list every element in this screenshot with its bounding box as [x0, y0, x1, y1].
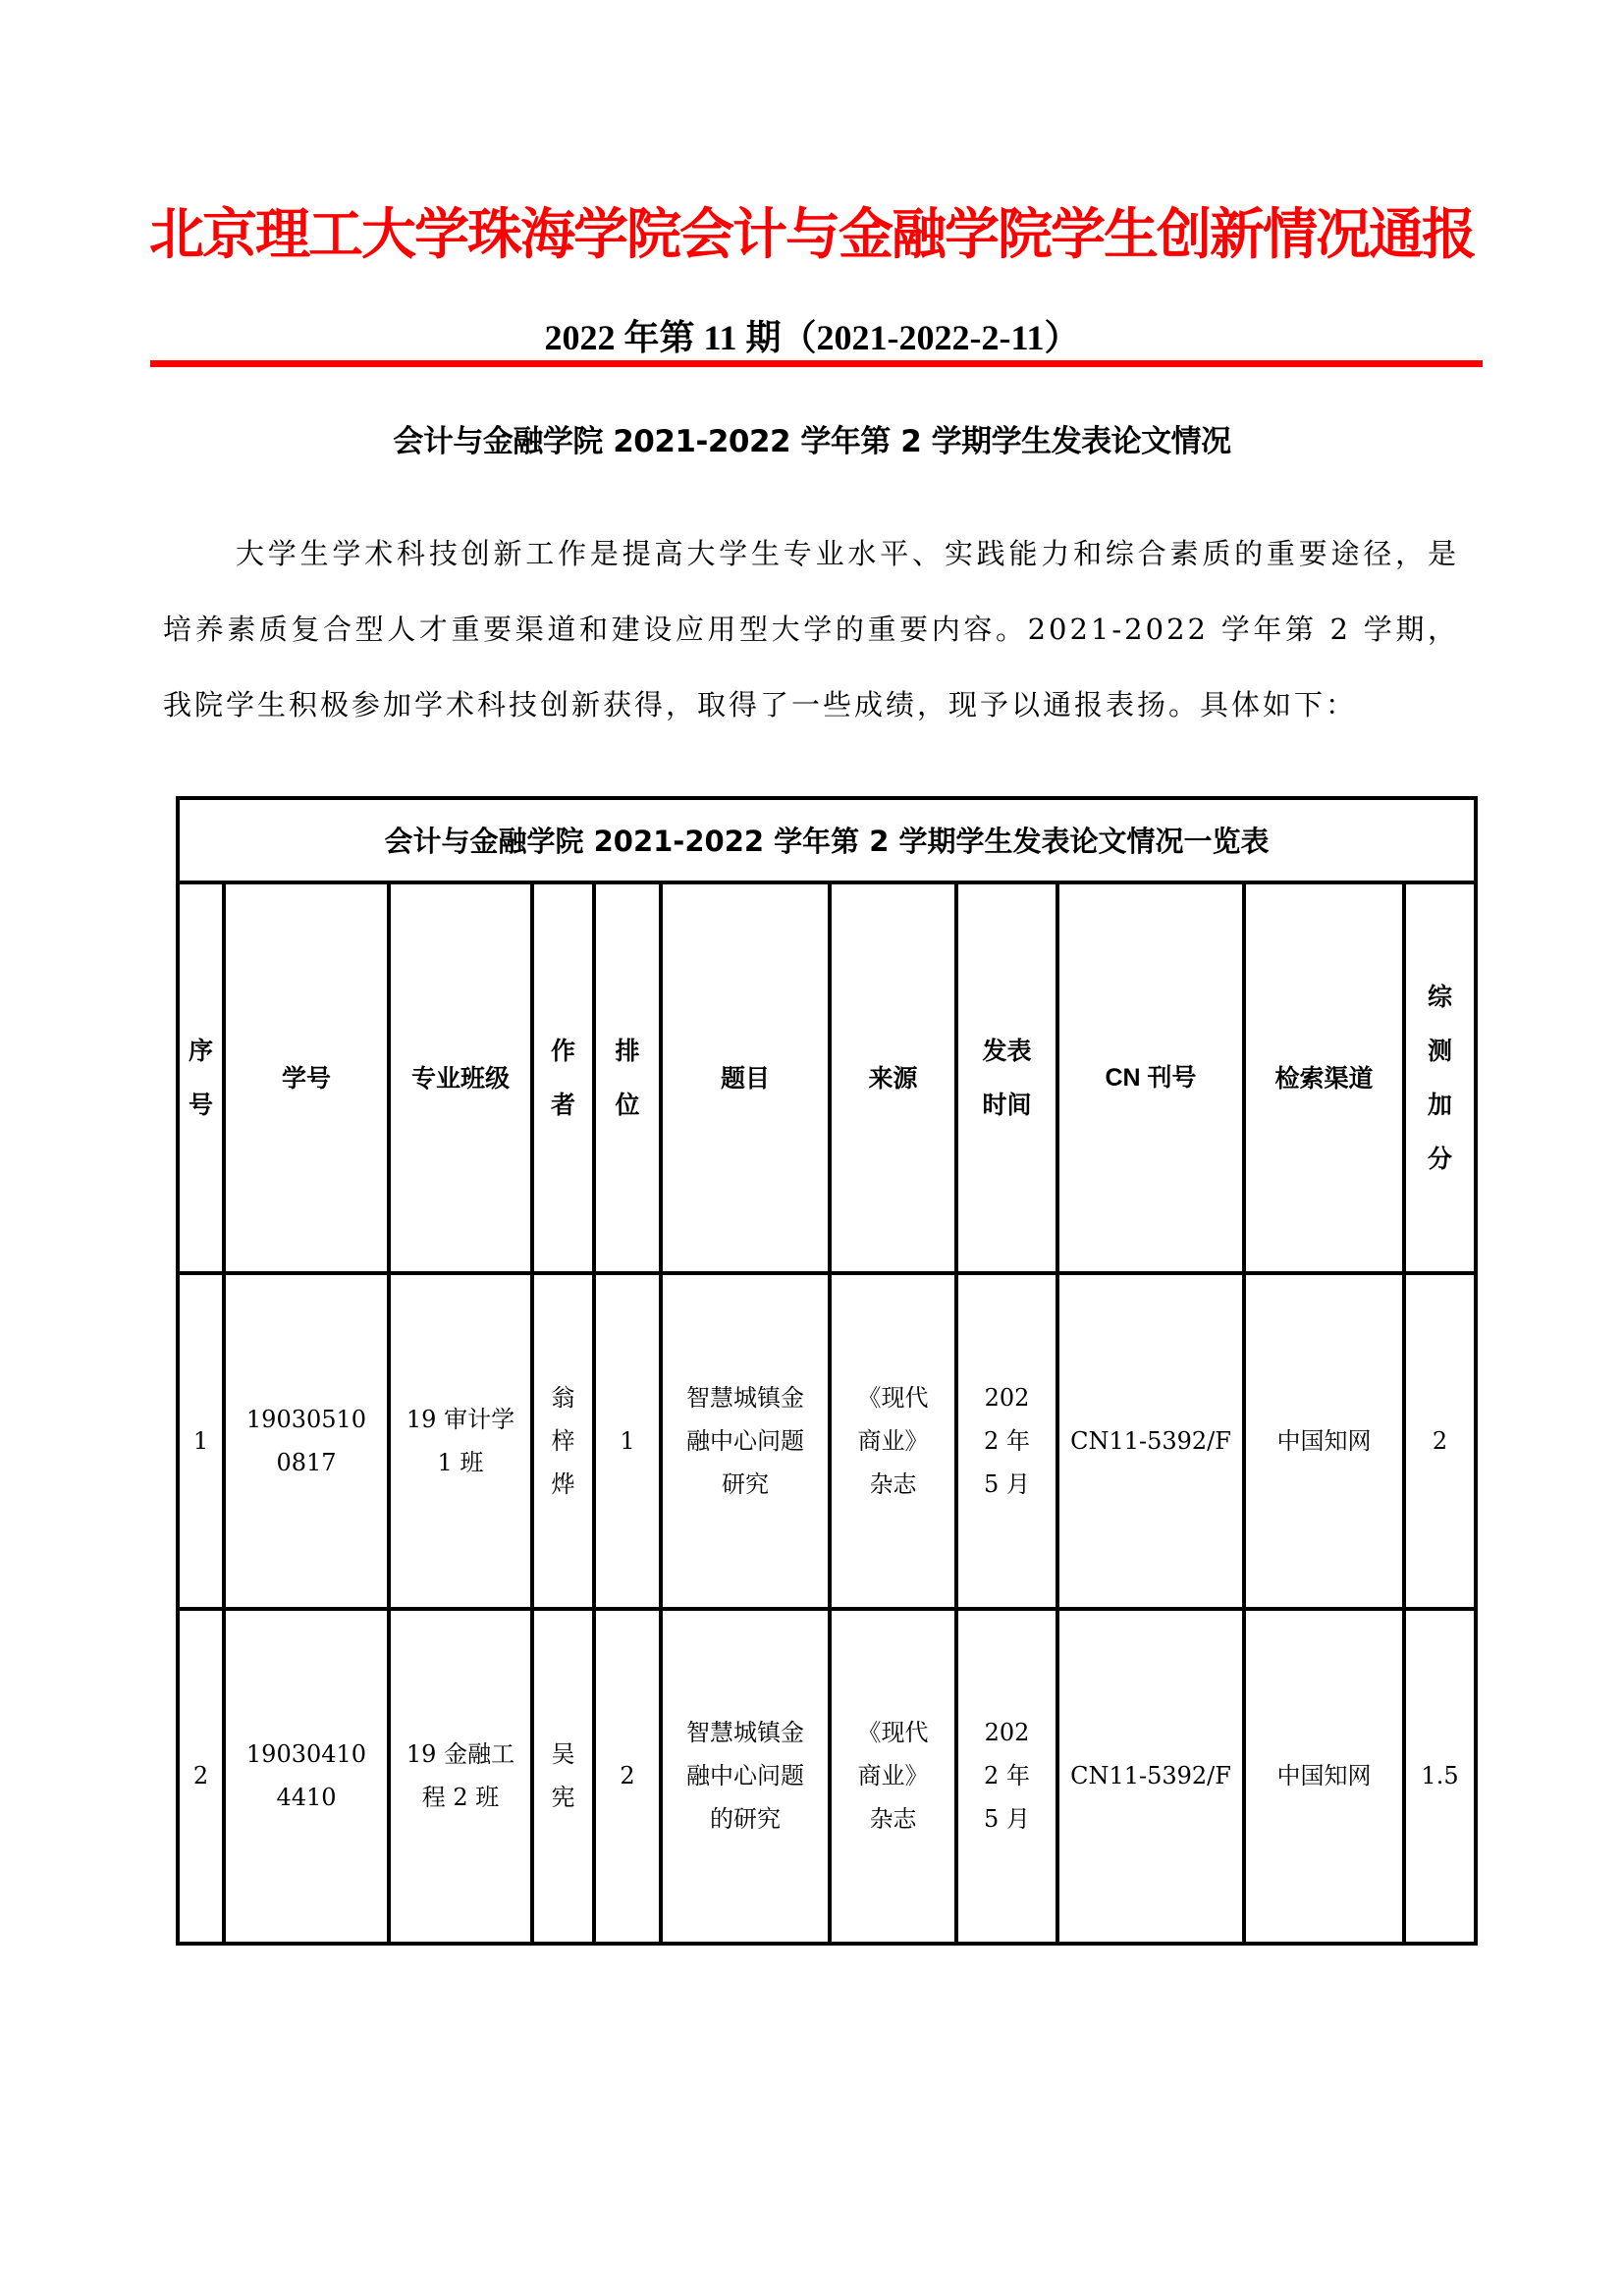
column-header-topic: 题目: [661, 882, 830, 1274]
bulletin-title: 北京理工大学珠海学院会计与金融学院学生创新情况通报: [149, 203, 1475, 267]
column-header-date: 发表时间: [956, 882, 1057, 1274]
column-header-source: 来源: [830, 882, 956, 1274]
intro-paragraph: 大学生学术科技创新工作是提高大学生专业水平、实践能力和综合素质的重要途径，是培养素质复合型人才重要渠道和建设应用型大学的重要内容。2021-2022 学年第 2 学期，我院学生积极参加学术科技创新获得，取得了一些成绩，现予以通报表扬。具体如下：: [163, 537, 1459, 721]
column-header-rank: 排位: [594, 882, 661, 1274]
cell-student-id: 190304104410: [224, 1609, 389, 1944]
column-header-channel: 检索渠道: [1244, 882, 1404, 1274]
cell-source: 《现代商业》杂志: [830, 1273, 956, 1608]
column-header-score: 综测加分: [1404, 882, 1476, 1274]
cell-score: 1.5: [1404, 1609, 1476, 1944]
cell-rank: 1: [594, 1273, 661, 1608]
cell-date: 2022 年 5 月: [956, 1273, 1057, 1608]
publications-table: [176, 796, 1478, 1946]
cell-author: 翁梓烨: [532, 1273, 594, 1608]
cell-topic: 智慧城镇金融中心问题的研究: [661, 1609, 830, 1944]
cell-topic: 智慧城镇金融中心问题研究: [661, 1273, 830, 1608]
cell-rank: 2: [594, 1609, 661, 1944]
column-header-author: 作者: [532, 882, 594, 1274]
table-header-row: [178, 882, 1476, 1274]
cell-score: 2: [1404, 1273, 1476, 1608]
column-header-student-id: 学号: [224, 882, 389, 1274]
cell-no: 2: [178, 1609, 224, 1944]
cell-class: 19 审计学 1 班: [389, 1273, 532, 1608]
column-header-class: 专业班级: [389, 882, 532, 1274]
cell-date: 2022 年 5 月: [956, 1609, 1057, 1944]
cell-cn: CN11-5392/F: [1057, 1273, 1244, 1608]
cell-student-id: 190305100817: [224, 1273, 389, 1608]
table-caption: 会计与金融学院 2021-2022 学年第 2 学期学生发表论文情况一览表: [178, 798, 1476, 882]
cell-author: 吴宪: [532, 1609, 594, 1944]
cell-cn: CN11-5392/F: [1057, 1609, 1244, 1944]
cell-channel: 中国知网: [1244, 1609, 1404, 1944]
cell-channel: 中国知网: [1244, 1273, 1404, 1608]
red-divider-rule: [150, 360, 1483, 367]
column-header-cn: CN 刊号: [1057, 882, 1244, 1274]
issue-number: 2022 年第 11 期（2021-2022-2-11）: [544, 318, 1080, 357]
cell-source: 《现代商业》杂志: [830, 1609, 956, 1944]
cell-no: 1: [178, 1273, 224, 1608]
table-row: [178, 1273, 1476, 1608]
section-heading: 会计与金融学院 2021-2022 学年第 2 学期学生发表论文情况: [393, 424, 1231, 459]
table-row: [178, 1609, 1476, 1944]
column-header-no: 序号: [178, 882, 224, 1274]
cell-class: 19 金融工程 2 班: [389, 1609, 532, 1944]
